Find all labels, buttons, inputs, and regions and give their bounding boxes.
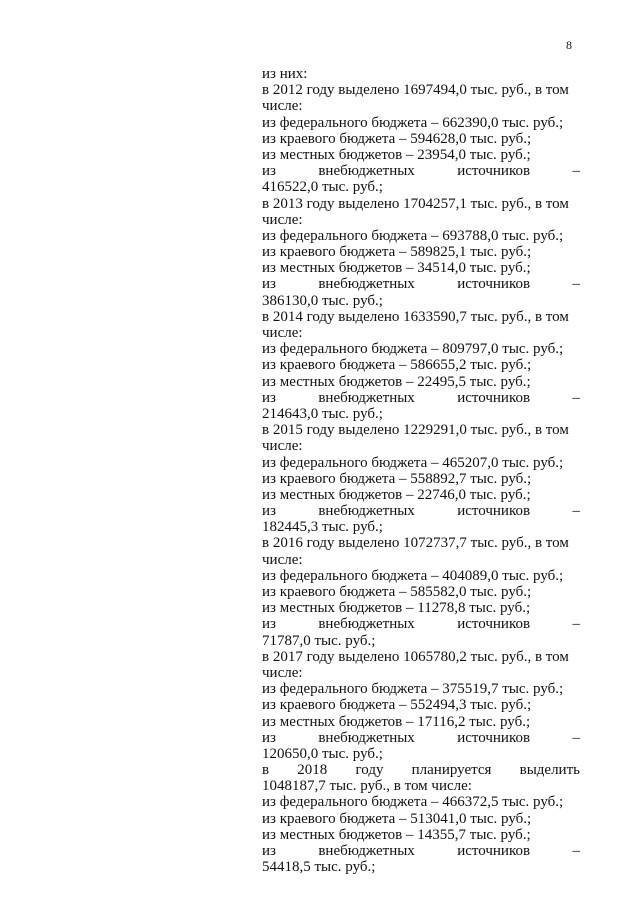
text-line: 386130,0 тыс. руб.;: [262, 292, 383, 309]
text-line: 214643,0 тыс. руб.;: [262, 405, 383, 422]
funding-text-block: [262, 66, 580, 875]
justified-text-line: [262, 503, 580, 519]
text-word: из: [262, 163, 276, 180]
text-word: 2018: [297, 762, 328, 779]
text-word: внебюджетных: [318, 276, 415, 293]
text-line: 1048187,7 тыс. руб., в том числе:: [262, 778, 472, 795]
text-word: внебюджетных: [318, 616, 415, 633]
page-number: 8: [566, 38, 572, 52]
text-word: в: [262, 762, 270, 779]
text-line: в 2014 году выделено 1633590,7 тыс. руб., в том: [262, 308, 569, 325]
text-word: источников: [457, 276, 531, 293]
text-word: из: [262, 843, 276, 859]
text-line: в 2013 году выделено 1704257,1 тыс. руб., в том: [262, 195, 569, 212]
text-line: 120650,0 тыс. руб.;: [262, 745, 383, 762]
text-word: –: [572, 503, 580, 520]
justified-text-line: [262, 163, 580, 179]
text-line: из федерального бюджета – 375519,7 тыс. руб.;: [262, 681, 564, 698]
justified-text-line: [262, 390, 580, 406]
text-line: из краевого бюджета – 585582,0 тыс. руб.;: [262, 584, 532, 600]
text-line: 182445,3 тыс. руб.;: [262, 519, 383, 536]
justified-text-line: [262, 843, 580, 859]
text-word: выделить: [519, 762, 580, 779]
text-word: –: [572, 729, 580, 746]
text-line: из краевого бюджета – 586655,2 тыс. руб.;: [262, 357, 532, 374]
text-word: внебюджетных: [318, 843, 415, 859]
text-word: источников: [457, 843, 531, 859]
text-line: числе:: [262, 98, 303, 115]
text-line: из федерального бюджета – 466372,5 тыс. руб.;: [262, 794, 564, 811]
text-word: из: [262, 276, 276, 293]
text-word: источников: [457, 389, 531, 406]
text-line: из местных бюджетов – 34514,0 тыс. руб.;: [262, 260, 531, 277]
text-line: из них:: [262, 66, 308, 82]
text-line: из федерального бюджета – 465207,0 тыс. руб.;: [262, 454, 564, 471]
text-word: планируется: [411, 762, 492, 779]
text-line: из краевого бюджета – 594628,0 тыс. руб.;: [262, 130, 532, 147]
text-line: в 2016 году выделено 1072737,7 тыс. руб., в том: [262, 535, 569, 552]
text-line: числе:: [262, 551, 303, 568]
text-line: из краевого бюджета – 558892,7 тыс. руб.;: [262, 470, 532, 487]
text-word: внебюджетных: [318, 503, 415, 520]
text-word: из: [262, 389, 276, 406]
text-word: –: [572, 276, 580, 293]
text-word: внебюджетных: [318, 389, 415, 406]
text-word: источников: [457, 729, 531, 746]
text-word: –: [572, 163, 580, 180]
text-line: в 2015 году выделено 1229291,0 тыс. руб., в том: [262, 422, 569, 439]
justified-text-line: [262, 276, 580, 292]
text-line: из местных бюджетов – 22495,5 тыс. руб.;: [262, 373, 531, 390]
text-line: из краевого бюджета – 589825,1 тыс. руб.;: [262, 244, 532, 261]
text-line: числе:: [262, 211, 303, 228]
text-line: в 2017 году выделено 1065780,2 тыс. руб., в том: [262, 648, 569, 665]
text-line: из местных бюджетов – 11278,8 тыс. руб.;: [262, 600, 531, 617]
text-line: из федерального бюджета – 693788,0 тыс. руб.;: [262, 227, 564, 244]
text-word: внебюджетных: [318, 163, 415, 180]
text-line: из федерального бюджета – 404089,0 тыс. руб.;: [262, 567, 564, 584]
text-line: из краевого бюджета – 513041,0 тыс. руб.;: [262, 810, 532, 827]
text-word: из: [262, 503, 276, 520]
text-line: из федерального бюджета – 809797,0 тыс. руб.;: [262, 341, 564, 358]
text-word: источников: [457, 616, 531, 633]
text-line: из местных бюджетов – 23954,0 тыс. руб.;: [262, 146, 531, 163]
text-word: источников: [457, 163, 531, 180]
text-line: числе:: [262, 438, 303, 455]
text-line: числе:: [262, 325, 303, 341]
text-line: из краевого бюджета – 552494,3 тыс. руб.;: [262, 697, 532, 714]
text-word: –: [572, 843, 580, 859]
justified-text-line: [262, 730, 580, 746]
text-word: источников: [457, 503, 531, 520]
text-line: из местных бюджетов – 14355,7 тыс. руб.;: [262, 826, 531, 843]
text-word: –: [572, 616, 580, 633]
text-word: году: [355, 762, 384, 779]
text-word: внебюджетных: [318, 729, 415, 746]
text-line: из федерального бюджета – 662390,0 тыс. руб.;: [262, 114, 564, 131]
text-line: числе:: [262, 664, 303, 681]
text-line: 54418,5 тыс. руб.;: [262, 859, 376, 876]
text-line: 71787,0 тыс. руб.;: [262, 632, 376, 649]
text-word: из: [262, 729, 276, 746]
justified-text-line: [262, 616, 580, 632]
text-line: в 2012 году выделено 1697494,0 тыс. руб., в том: [262, 82, 569, 99]
text-line: 416522,0 тыс. руб.;: [262, 179, 383, 196]
text-word: из: [262, 616, 276, 633]
text-line: из местных бюджетов – 22746,0 тыс. руб.;: [262, 486, 531, 503]
text-word: –: [572, 389, 580, 406]
justified-text-line: [262, 762, 580, 778]
text-line: из местных бюджетов – 17116,2 тыс. руб.;: [262, 713, 531, 730]
